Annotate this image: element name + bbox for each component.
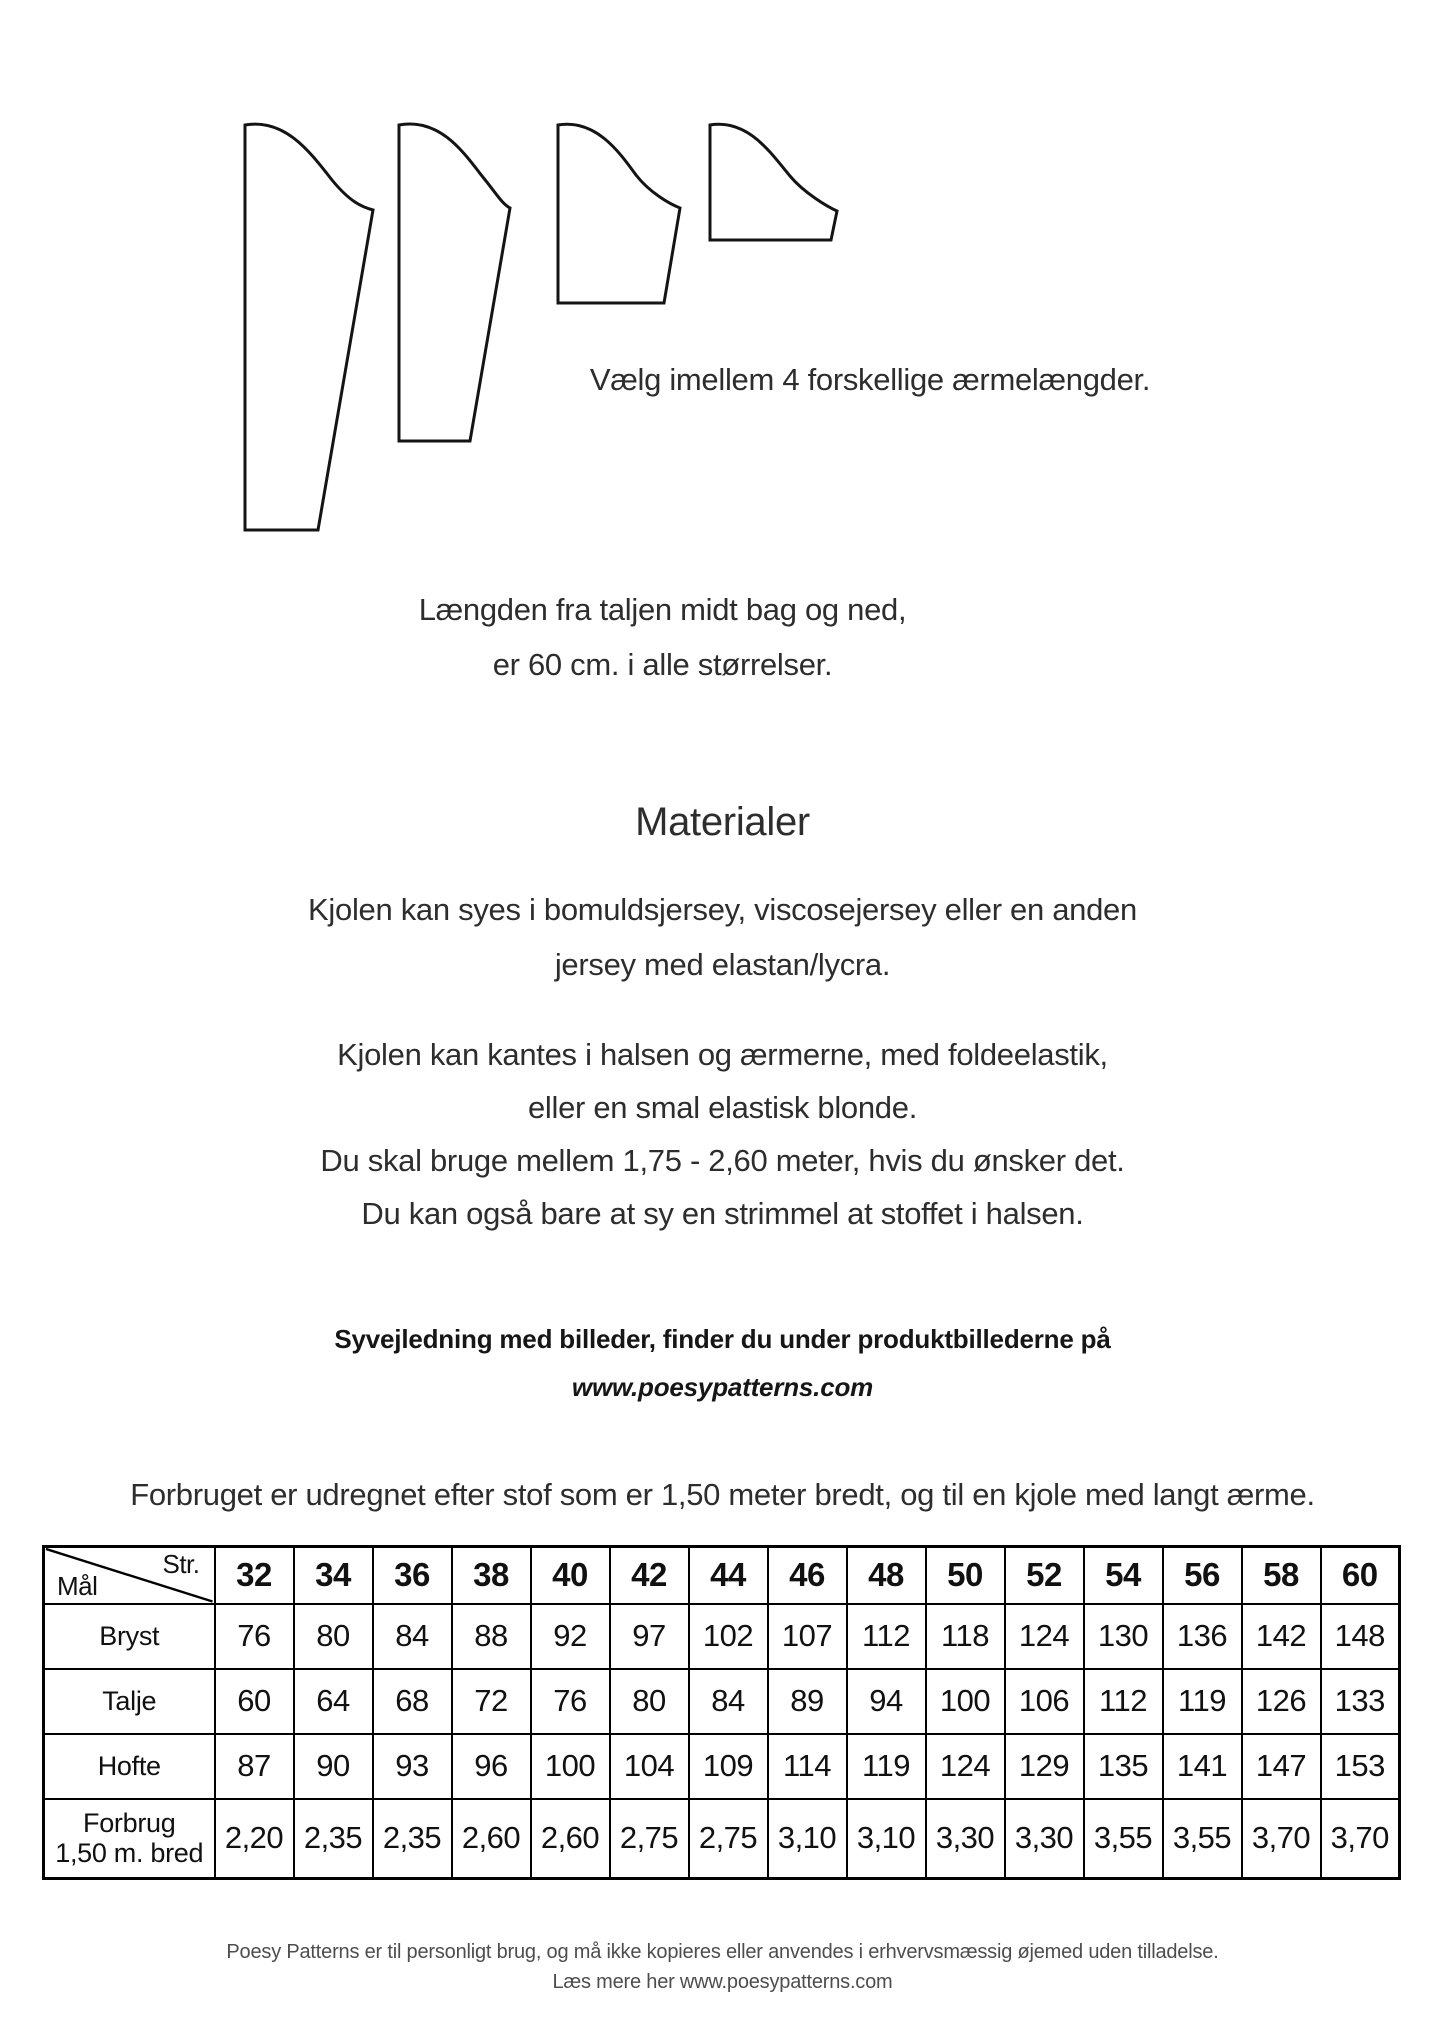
measurement-cell: 2,60 <box>531 1799 610 1879</box>
measurement-cell: 3,70 <box>1321 1799 1400 1879</box>
measurement-cell: 3,10 <box>847 1799 926 1879</box>
fabric-paragraph-line: jersey med elastan/lycra. <box>554 947 891 982</box>
row-label-cell: Talje <box>44 1669 215 1734</box>
measurement-cell: 112 <box>847 1604 926 1669</box>
measurement-cell: 107 <box>768 1604 847 1669</box>
measurement-cell: 109 <box>689 1734 768 1799</box>
size-header-cell: 42 <box>610 1547 689 1604</box>
size-header-cell: 44 <box>689 1547 768 1604</box>
fabric-paragraph-line: Kjolen kan syes i bomuldsjersey, viscosejersey eller en anden <box>308 892 1137 927</box>
measurement-cell: 3,10 <box>768 1799 847 1879</box>
corner-label-str: Str. <box>162 1549 200 1579</box>
long-sleeve-outline <box>245 124 373 530</box>
measurement-cell: 141 <box>1163 1734 1242 1799</box>
measurement-cell: 100 <box>531 1734 610 1799</box>
sewing-guide-line1: Syvejledning med billeder, finder du under produktbillederne på <box>334 1324 1111 1354</box>
fabric-paragraph <box>0 882 1445 992</box>
length-note-line2: er 60 cm. i alle størrelser. <box>492 647 833 682</box>
measurement-cell: 119 <box>1163 1669 1242 1734</box>
measurement-cell: 64 <box>294 1669 373 1734</box>
measurement-cell: 87 <box>215 1734 294 1799</box>
measurement-cell: 2,75 <box>610 1799 689 1879</box>
size-header-cell: 48 <box>847 1547 926 1604</box>
measurement-cell: 129 <box>1005 1734 1084 1799</box>
measurement-cell: 130 <box>1084 1604 1163 1669</box>
size-header-cell: 38 <box>452 1547 531 1604</box>
measurement-cell: 84 <box>689 1669 768 1734</box>
measurement-cell: 60 <box>215 1669 294 1734</box>
measurement-cell: 84 <box>373 1604 452 1669</box>
size-header-cell: 50 <box>926 1547 1005 1604</box>
measurement-cell: 3,30 <box>1005 1799 1084 1879</box>
size-header-cell: 54 <box>1084 1547 1163 1604</box>
measurement-cell: 2,35 <box>373 1799 452 1879</box>
table-row <box>44 1734 1400 1799</box>
measurement-cell: 136 <box>1163 1604 1242 1669</box>
measurement-cell: 112 <box>1084 1669 1163 1734</box>
measurement-cell: 92 <box>531 1604 610 1669</box>
size-header-cell: 58 <box>1242 1547 1321 1604</box>
measurement-cell: 2,20 <box>215 1799 294 1879</box>
measurement-cell: 114 <box>768 1734 847 1799</box>
row-label-cell: Hofte <box>44 1734 215 1799</box>
corner-label-maal: Mål <box>57 1570 98 1601</box>
measurement-cell: 72 <box>452 1669 531 1734</box>
sleeve-diagrams <box>230 90 850 550</box>
measurement-cell: 80 <box>294 1604 373 1669</box>
measurement-cell: 2,60 <box>452 1799 531 1879</box>
three-quarter-sleeve-outline <box>399 124 510 441</box>
website-url: www.poesypatterns.com <box>571 1372 874 1402</box>
size-header-cell: 46 <box>768 1547 847 1604</box>
measurement-cell: 102 <box>689 1604 768 1669</box>
measurement-cell: 100 <box>926 1669 1005 1734</box>
length-note <box>290 582 1035 692</box>
measurement-cell: 124 <box>926 1734 1005 1799</box>
sewing-guide-note <box>0 1315 1445 1411</box>
table-row <box>44 1669 1400 1734</box>
row-label-cell: Forbrug 1,50 m. bred <box>44 1799 215 1879</box>
measurement-cell: 3,30 <box>926 1799 1005 1879</box>
measurement-cell: 68 <box>373 1669 452 1734</box>
measurement-cell: 126 <box>1242 1669 1321 1734</box>
measurement-cell: 3,55 <box>1084 1799 1163 1879</box>
size-header-cell: 32 <box>215 1547 294 1604</box>
row-label-cell: Bryst <box>44 1604 215 1669</box>
edging-paragraph-line: Kjolen kan kantes i halsen og ærmerne, med foldeelastik, <box>337 1037 1108 1072</box>
measurement-cell: 76 <box>531 1669 610 1734</box>
length-note-line1: Længden fra taljen midt bag og ned, <box>418 592 907 627</box>
footer-copyright-line: Poesy Patterns er til personligt brug, og må ikke kopieres eller anvendes i erhvervsmæssig øjemed uden tilladelse. <box>226 1941 1219 1963</box>
size-table <box>42 1545 1401 1880</box>
cap-sleeve-outline <box>710 124 837 240</box>
size-header-cell: 56 <box>1163 1547 1242 1604</box>
page-footer <box>0 1937 1445 1997</box>
edging-paragraph-line: eller en smal elastisk blonde. <box>527 1090 918 1125</box>
measurement-cell: 76 <box>215 1604 294 1669</box>
measurement-cell: 94 <box>847 1669 926 1734</box>
size-header-cell: 36 <box>373 1547 452 1604</box>
measurement-cell: 90 <box>294 1734 373 1799</box>
measurement-cell: 2,35 <box>294 1799 373 1879</box>
measurement-cell: 3,70 <box>1242 1799 1321 1879</box>
measurement-cell: 119 <box>847 1734 926 1799</box>
measurement-cell: 118 <box>926 1604 1005 1669</box>
size-header-cell: 60 <box>1321 1547 1400 1604</box>
size-header-cell: 52 <box>1005 1547 1084 1604</box>
measurement-cell: 142 <box>1242 1604 1321 1669</box>
measurement-cell: 96 <box>452 1734 531 1799</box>
table-row <box>44 1799 1400 1879</box>
measurement-cell: 153 <box>1321 1734 1400 1799</box>
measurement-cell: 2,75 <box>689 1799 768 1879</box>
edging-paragraph <box>0 1028 1445 1240</box>
measurement-cell: 80 <box>610 1669 689 1734</box>
measurement-cell: 97 <box>610 1604 689 1669</box>
materials-heading: Materialer <box>635 800 810 844</box>
measurement-cell: 88 <box>452 1604 531 1669</box>
measurement-cell: 106 <box>1005 1669 1084 1734</box>
measurement-cell: 104 <box>610 1734 689 1799</box>
edging-paragraph-line: Du skal bruge mellem 1,75 - 2,60 meter, hvis du ønsker det. <box>320 1143 1125 1178</box>
table-corner-cell <box>44 1547 215 1604</box>
measurement-cell: 3,55 <box>1163 1799 1242 1879</box>
edging-paragraph-line: Du kan også bare at sy en strimmel at stoffet i halsen. <box>361 1196 1084 1231</box>
measurement-cell: 93 <box>373 1734 452 1799</box>
size-header-cell: 40 <box>531 1547 610 1604</box>
measurement-cell: 135 <box>1084 1734 1163 1799</box>
measurement-cell: 133 <box>1321 1669 1400 1734</box>
short-sleeve-outline <box>558 124 680 303</box>
measurement-cell: 89 <box>768 1669 847 1734</box>
measurement-cell: 124 <box>1005 1604 1084 1669</box>
measurement-cell: 147 <box>1242 1734 1321 1799</box>
fabric-usage-note: Forbruget er udregnet efter stof som er 1,50 meter bredt, og til en kjole med langt ærme. <box>130 1477 1315 1512</box>
size-header-cell: 34 <box>294 1547 373 1604</box>
footer-link-line: Læs mere her www.poesypatterns.com <box>552 1971 893 1993</box>
table-row <box>44 1604 1400 1669</box>
sleeve-length-caption: Vælg imellem 4 forskellige ærmelængder. <box>589 362 1151 397</box>
measurement-cell: 148 <box>1321 1604 1400 1669</box>
